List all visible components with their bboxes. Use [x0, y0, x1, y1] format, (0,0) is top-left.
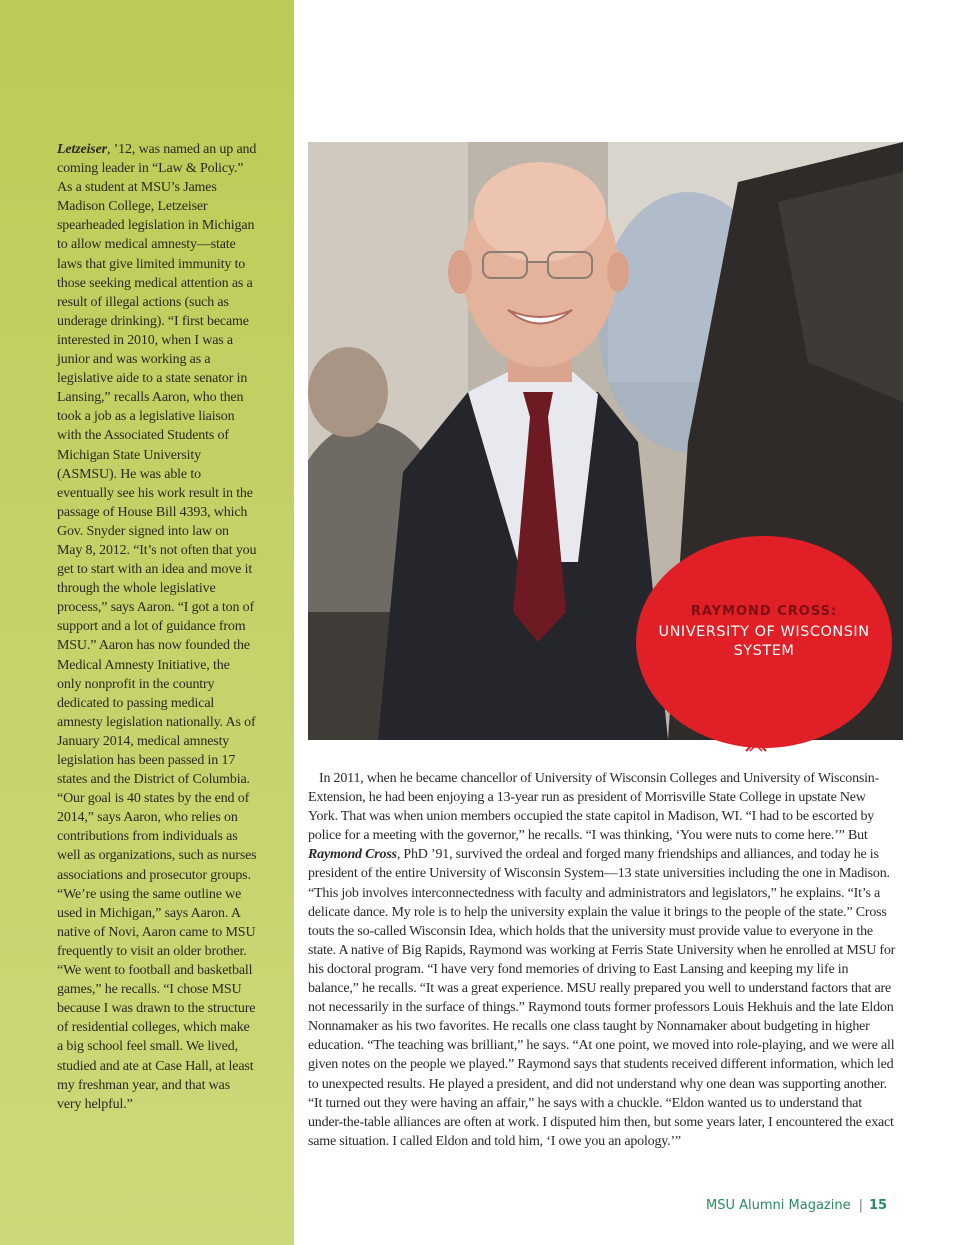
article-part-1: In 2011, when he became chancellor of University of Wisconsin Colleges and University of Wisconsin-Extension, he had been enjoying a 13-year run as president of Morrisville State College in upstate New York. That was when union members occupied the state capitol in Madison, WI. “I had to be escorted by police for a meeting with the governor,” he recalls. “I was thinking, ‘You were nuts to come here.’” But: [308, 771, 880, 844]
name-badge: [636, 536, 892, 748]
sidebar-lead-name: Letzeiser: [57, 142, 107, 157]
badge-name: RAYMOND CROSS:: [690, 604, 838, 619]
sidebar-panel: [0, 0, 294, 1245]
sidebar-article-text: [57, 140, 257, 1114]
sidebar-body: , ’12, was named an up and coming leader in “Law & Policy.” As a student at MSU’s James Madison College, Letzeiser spearheaded legislation in Michigan to allow medical amnesty—state laws that give limited immunity to those seeking medical attention as a result of illegal actions (such as underage drinking). “I first became interested in 2010, when I was a junior and was working as a legislative aide to a state senator in Lansing,” recalls Aaron, who then took a job as a legislative liaison with the Associated Students of Michigan State University (ASMSU). He was able to eventually see his work result in the passage of House Bill 4393, which Gov. Snyder signed into law on May 8, 2012. “It’s not often that you get to start with an idea and move it through the whole legislative process,” says Aaron. “I got a ton of support and a lot of guidance from MSU.” Aaron has now founded the Medical Amnesty Initiative, the only nonprofit in the country dedicated to passing medical amnesty legislation nationally. As of January 2014, medical amnesty legislation has been passed in 17 states and the District of Columbia. “Our goal is 40 states by the end of 2014,” says Aaron, who relies on contributions from individuals as well as organizations, such as nurses associations and prosecutor groups. “We’re using the same outline we used in Michigan,” says Aaron. A native of Novi, Aaron came to MSU frequently to visit an older brother. “We went to football and basketball games,” he recalls. “I chose MSU because I was drawn to the structure of residential colleges, which make a big school feel small. We lived, studied and ate at Case Hall, at least my freshman year, and that was very helpful.”: [57, 142, 257, 1112]
magazine-title: MSU Alumni Magazine: [706, 1198, 851, 1213]
article-part-2: , PhD ’91, survived the ordeal and forged many friendships and alliances, and today he is president of the entire University of Wisconsin System—13 state universities including the one in Madison. “This job involves interconnectedness with faculty and administrators and legislators,” he explains. “It’s a delicate dance. My role is to help the university explain the value it brings to the people of the state.” Cross touts the so-called Wisconsin Idea, which holds that the university must provide value to everyone in the state. A native of Big Rapids, Raymond was working at Ferris State University when he enrolled at MSU for his doctoral program. “I have very fond memories of driving to East Lansing and keeping my life in balance,” he recalls. “It was a great experience. MSU really prepared you well to understand factors that are not necessarily in the surface of things.” Raymond touts former professors Louis Hekhuis and the late Eldon Nonnamaker as his two favorites. He recalls one class taught by Nonnamaker about budgeting in higher education. “The teaching was brilliant,” he says. “At one point, we moved into role-playing, and we were all given notes on the people we played.” Raymond says that students received different information, which led to unexpected results. He played a president, and did not understand why one dean was supporting another. “It turned out they were having an affair,” he says with a chuckle. “Eldon wanted us to understand that under-the-table alliances are often at work. I disputed him then, but some years later, I encountered the exact same situation. I called Eldon and told him, ‘I owe you an apology.’”: [308, 847, 896, 1149]
main-article-text: [308, 769, 896, 1151]
page-number: 15: [868, 1198, 888, 1213]
article-name: Raymond Cross: [308, 847, 397, 863]
badge-institution: UNIVERSITY OF WISCONSIN SYSTEM: [658, 624, 870, 659]
footer-separator: |: [858, 1198, 863, 1213]
page-footer: [706, 1198, 887, 1213]
chevron-up-icon: [744, 738, 768, 752]
